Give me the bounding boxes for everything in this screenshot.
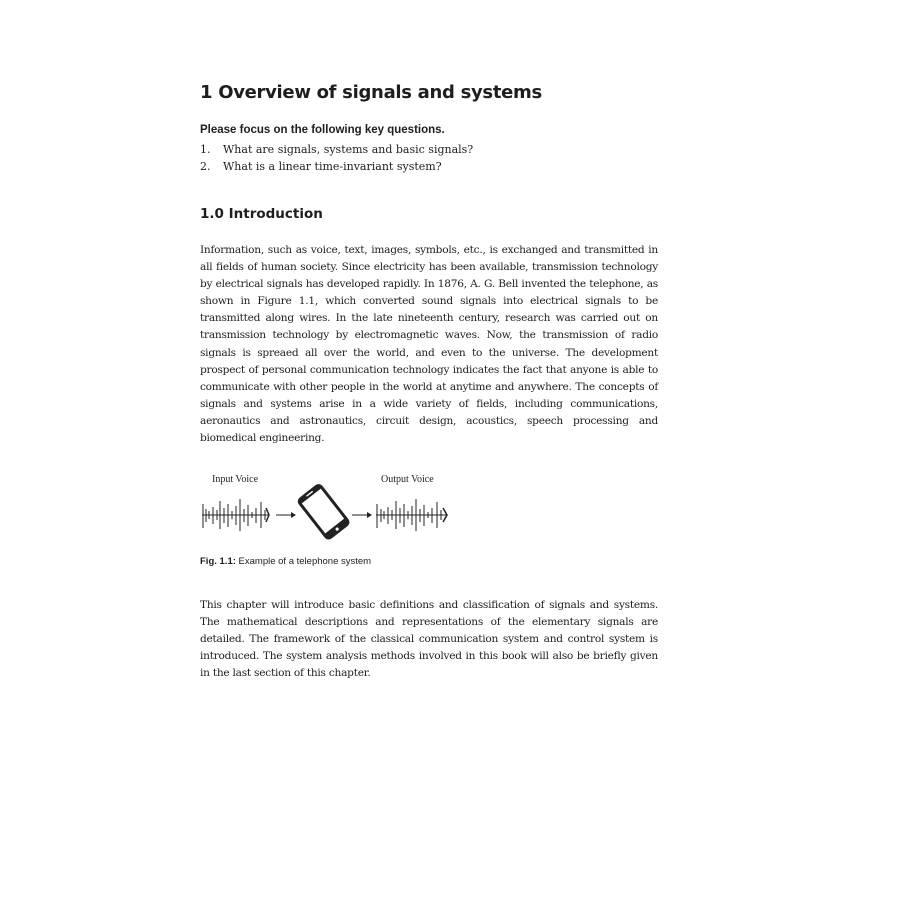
caption-label: Fig. 1.1: [200,556,236,567]
output-voice-label: Output Voice [381,474,434,485]
arrow-right-icon [276,512,296,518]
section-title: 1.0 Introduction [200,206,323,222]
key-question-text: What is a linear time-invariant system? [223,160,442,173]
telephone-diagram [200,468,460,548]
chapter-summary-paragraph: This chapter will introduce basic definitions and classification of signals and systems. The mathematical descriptions and representations of the elementary signals are detailed. The framework of the classical communication system and control system is introduced. The system analysis methods involved in this book will also be briefly given in the last section of this chapter. [200,599,658,680]
telephone-figure [200,468,460,548]
key-question-text: What are signals, systems and basic signals? [223,143,474,156]
arrow-right-icon [352,512,372,518]
output-waveform-icon [376,499,447,531]
chapter-title: 1 Overview of signals and systems [200,82,542,103]
list-number: 2. [200,160,211,173]
key-question-item [200,141,473,158]
key-questions-list [200,141,473,175]
key-questions-heading: Please focus on the following key questions. [200,124,445,136]
list-number: 1. [200,143,211,156]
intro-paragraph: Information, such as voice, text, images, symbols, etc., is exchanged and transmitted in all fields of human society. Since electricity has been available, transmission technology by electrical signals has developed rapidly. In 1876, A. G. Bell invented the telephone, as shown in Figure 1.1, which converted sound signals into electrical signals to be transmitted along wires. In the late nineteenth century, research was carried out on transmission technology by electromagnetic waves. Now, the transmission of radio signals is spreaed all over the world, and even to the universe. The development prospect of personal communication technology indicates the fact that anyone is able to communicate with other people in the world at anytime and anywhere. The concepts of signals and systems arise in a wide variety of fields, including communications, aeronautics and astronautics, circuit design, acoustics, speech processing and biomedical engineering. [200,244,658,445]
smartphone-icon [296,482,352,541]
figure-caption [200,556,371,567]
input-voice-label: Input Voice [212,474,259,485]
caption-text: Example of a telephone system [235,556,372,567]
input-waveform-icon [202,499,269,531]
key-question-item [200,158,473,175]
